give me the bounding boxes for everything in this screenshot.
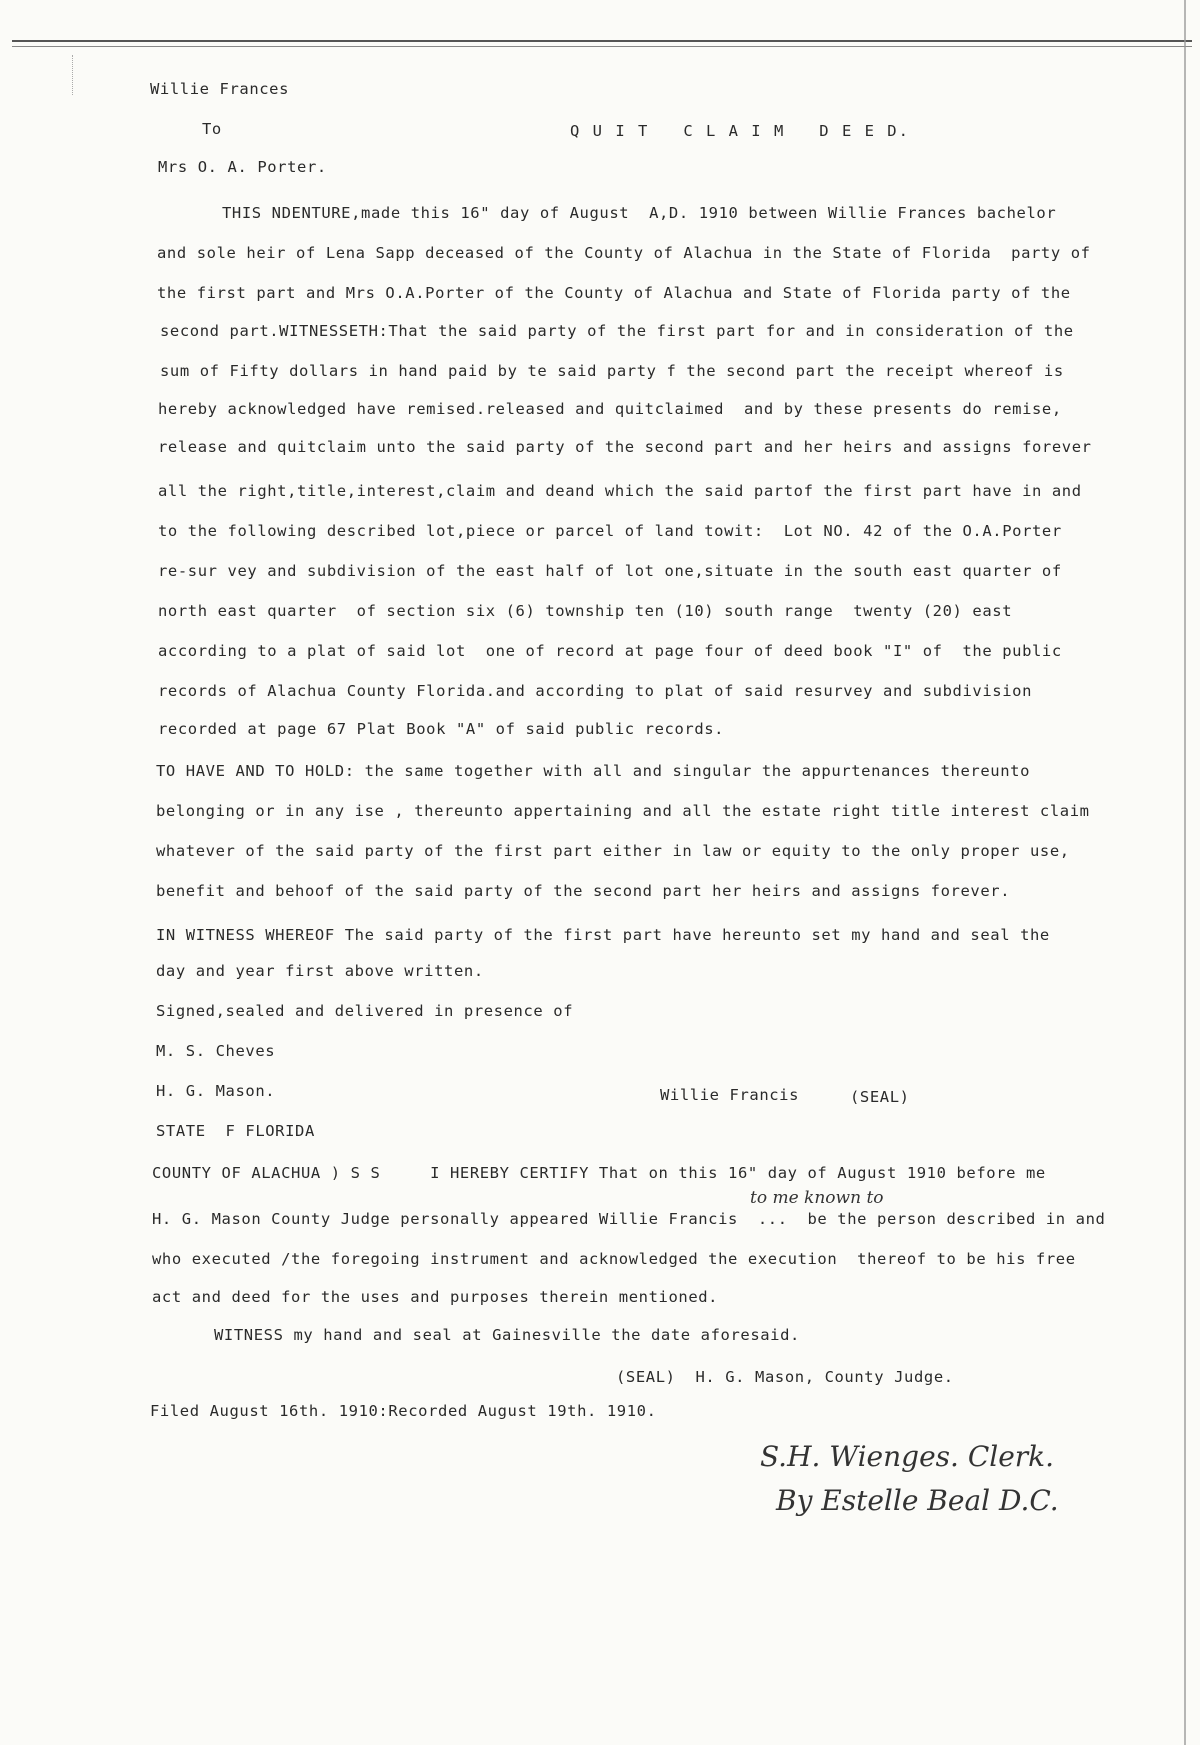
handwritten-interlineation: to me known to	[750, 1188, 884, 1208]
body-line: hereby acknowledged have remised.released and quitclaimed and by these presents do remise,	[158, 400, 1062, 418]
ack-line: H. G. Mason County Judge personally appeared Willie Francis ... be the person described in and	[152, 1210, 1106, 1228]
ack-line: who executed /the foregoing instrument and acknowledged the execution thereof to be his free	[152, 1250, 1076, 1268]
body-line: THIS NDENTURE,made this 16" day of August A,D. 1910 between Willie Frances bachelor	[222, 204, 1057, 222]
witness-name: M. S. Cheves	[156, 1042, 276, 1060]
to-label: To	[202, 120, 222, 138]
body-line: re-sur vey and subdivision of the east half of lot one,situate in the south east quarter of	[158, 562, 1062, 580]
body-line: belonging or in any ise , thereunto appertaining and all the estate right title interest claim	[156, 802, 1090, 820]
body-line: IN WITNESS WHEREOF The said party of the first part have hereunto set my hand and seal the	[156, 926, 1050, 944]
body-line: release and quitclaim unto the said party of the second part and her heirs and assigns forever	[158, 438, 1092, 456]
body-line: and sole heir of Lena Sapp deceased of the County of Alachua in the State of Florida party of	[157, 244, 1091, 262]
clerk-signature: S.H. Wienges. Clerk.	[760, 1440, 1055, 1473]
document-title: Q U I T C L A I M D E E D.	[570, 122, 910, 140]
ack-witness-line: WITNESS my hand and seal at Gainesville the date aforesaid.	[214, 1326, 800, 1344]
grantor-seal: (SEAL)	[850, 1088, 910, 1106]
body-line: according to a plat of said lot one of record at page four of deed book "I" of the public	[158, 642, 1062, 660]
body-line: second part.WITNESSETH:That the said party of the first part for and in consideration of the	[160, 322, 1074, 340]
margin-mark	[72, 55, 74, 95]
body-line: all the right,title,interest,claim and deand which the said partof the first part have in and	[158, 482, 1082, 500]
page-border-top-secondary	[12, 46, 1192, 47]
grantee-name: Mrs O. A. Porter.	[158, 158, 327, 176]
grantor-name: Willie Frances	[150, 80, 290, 98]
ack-line: act and deed for the uses and purposes therein mentioned.	[152, 1288, 719, 1306]
body-line: sum of Fifty dollars in hand paid by te said party f the second part the receipt whereof is	[160, 362, 1064, 380]
body-line: benefit and behoof of the said party of the second part her heirs and assigns forever.	[156, 882, 1011, 900]
body-line: the first part and Mrs O.A.Porter of the County of Alachua and State of Florida party of the	[157, 284, 1071, 302]
body-line: to the following described lot,piece or parcel of land towit: Lot NO. 42 of the O.A.Porter	[158, 522, 1062, 540]
body-line: Signed,sealed and delivered in presence of	[156, 1002, 574, 1020]
body-line: day and year first above written.	[156, 962, 484, 980]
page-edge-right	[1184, 0, 1186, 1745]
body-line: whatever of the said party of the first part either in law or equity to the only proper use,	[156, 842, 1070, 860]
body-line: recorded at page 67 Plat Book "A" of said public records.	[158, 720, 725, 738]
body-line: north east quarter of section six (6) township ten (10) south range twenty (20) east	[158, 602, 1013, 620]
witness-name: H. G. Mason.	[156, 1082, 276, 1100]
ack-state: STATE F FLORIDA	[156, 1122, 315, 1140]
grantor-signature: Willie Francis	[660, 1086, 800, 1104]
judge-signature-line: (SEAL) H. G. Mason, County Judge.	[616, 1368, 954, 1386]
page-border-top	[12, 40, 1192, 42]
filing-record: Filed August 16th. 1910:Recorded August 19th. 1910.	[150, 1402, 657, 1420]
body-line: TO HAVE AND TO HOLD: the same together with all and singular the appurtenances thereunto	[156, 762, 1030, 780]
body-line: records of Alachua County Florida.and according to plat of said resurvey and subdivision	[158, 682, 1032, 700]
ack-county-line: COUNTY OF ALACHUA ) S S I HEREBY CERTIFY That on this 16" day of August 1910 before me	[152, 1164, 1046, 1182]
deputy-clerk-signature: By Estelle Beal D.C.	[776, 1484, 1059, 1517]
